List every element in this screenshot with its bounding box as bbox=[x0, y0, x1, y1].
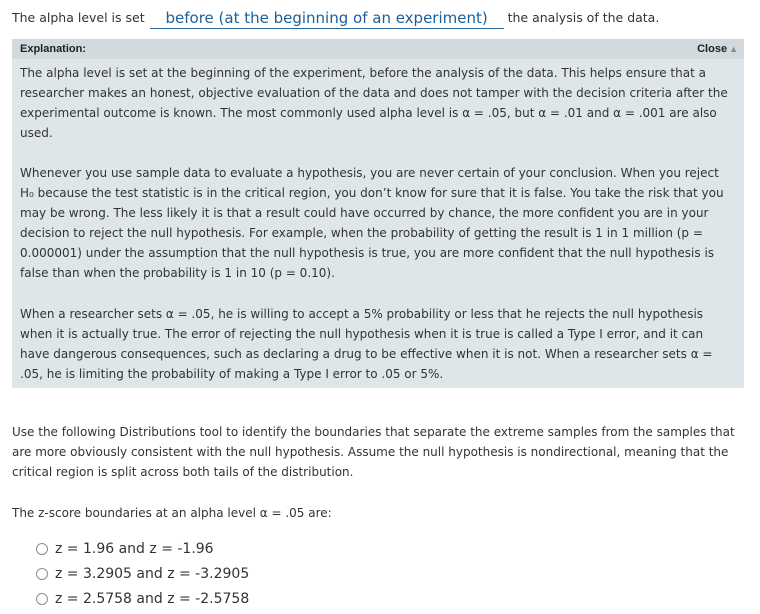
close-label: Close bbox=[697, 43, 728, 55]
question-suffix: the analysis of the data. bbox=[507, 10, 660, 25]
option-label: z = 3.2905 and z = -3.2905 bbox=[55, 565, 250, 582]
option-3[interactable] bbox=[36, 586, 249, 611]
option-label: z = 2.5758 and z = -2.5758 bbox=[55, 590, 250, 607]
explanation-paragraph-1: The alpha level is set at the beginning of the experiment, before the analysis of the data. This helps ensure that a researcher makes an honest, objective evaluation of the data and does not tamper with the decision criteria after the experimental outcome is known. The most commonly used alpha level is α = .05, but α = .01 and α = .001 are also used. bbox=[20, 66, 728, 140]
explanation-header bbox=[12, 39, 744, 59]
explanation-paragraph-2: Whenever you use sample data to evaluate a hypothesis, you are never certain of your conclusion. When you reject H₀ because the test statistic is in the critical region, you don’t know for sure that it is false. You take the risk that you may be wrong. The less likely it is that a result could have occurred by chance, the more confident you are in your decision to reject the null hypothesis. For example, when the probability of getting the result is 1 in 1 million (p = 0.000001) under the assumption that the null hypothesis is true, you are more confident that the null hypothesis is false than when the probability is 1 in 10 (p = 0.10). bbox=[20, 166, 724, 280]
radio-button[interactable] bbox=[36, 568, 48, 580]
explanation-label: Explanation: bbox=[20, 43, 87, 55]
question-line bbox=[12, 8, 659, 29]
caret-up-icon: ▲ bbox=[729, 44, 738, 54]
radio-button[interactable] bbox=[36, 543, 48, 555]
explanation-paragraph-3: When a researcher sets α = .05, he is willing to accept a 5% probability or less that he rejects the null hypothesis when it is actually true. The error of rejecting the null hypothesis when it is true is called a Type I error, and it can have dangerous consequences, such as declaring a drug to be effective when it is not. When a researcher sets α = .05, he is limiting the probability of making a Type I error to .05 or 5%. bbox=[20, 307, 713, 381]
close-button[interactable] bbox=[697, 43, 738, 55]
explanation-panel bbox=[12, 39, 744, 388]
instructions-text: Use the following Distributions tool to identify the boundaries that separate the extreme samples from the samples that are more obviously consistent with the null hypothesis. Assume the null hypothesis is nondirectional, meaning that the critical region is split across both tails of the distribution. bbox=[12, 425, 735, 479]
radio-button[interactable] bbox=[36, 593, 48, 605]
option-2[interactable] bbox=[36, 561, 249, 586]
option-1[interactable] bbox=[36, 536, 249, 561]
answer-dropdown[interactable]: before (at the beginning of an experiment) bbox=[150, 8, 504, 29]
answer-options bbox=[36, 536, 249, 611]
option-label: z = 1.96 and z = -1.96 bbox=[55, 540, 214, 557]
question-text: The z-score boundaries at an alpha level α = .05 are: bbox=[12, 506, 332, 520]
question-prefix: The alpha level is set bbox=[12, 10, 145, 25]
